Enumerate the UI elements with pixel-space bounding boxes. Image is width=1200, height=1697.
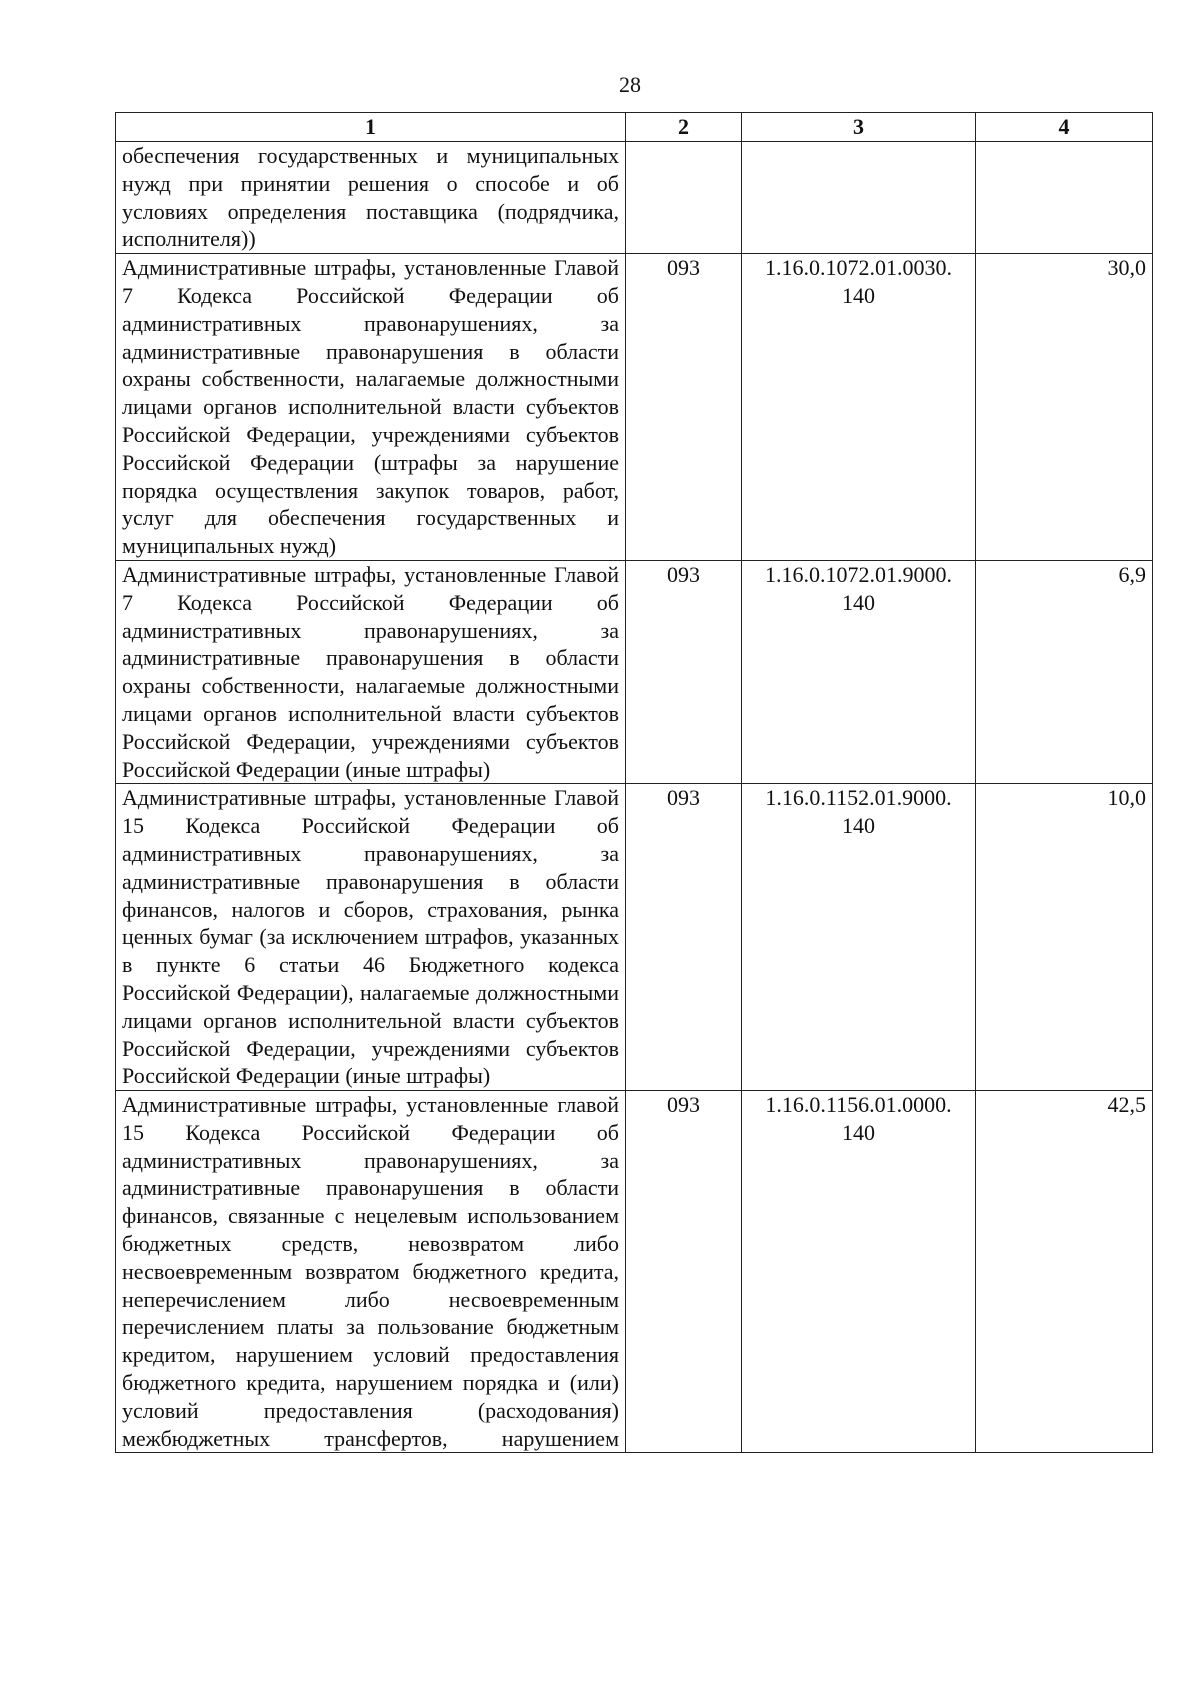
row-admin-code: 093 bbox=[626, 784, 742, 1091]
row-kbk-code bbox=[742, 142, 976, 254]
row-amount: 10,0 bbox=[976, 784, 1153, 1091]
row-description: Административные штрафы, установленные Главой 7 Кодекса Российской Федерации об административных правонарушениях, за административные правонарушения в области охраны собственности, налагаемые должностными лицами органов исполнительной власти субъектов Российской Федерации, учреждениями субъектов Российской Федерации (иные штрафы) bbox=[116, 560, 626, 783]
table-row bbox=[116, 560, 1153, 783]
row-description: обеспечения государственных и муниципальных нужд при принятии решения о способе и об условиях определения поставщика (подрядчика, исполнителя)) bbox=[116, 142, 626, 254]
row-kbk-code: 1.16.0.1156.01.0000. 140 bbox=[742, 1091, 976, 1453]
row-kbk-code: 1.16.0.1072.01.9000. 140 bbox=[742, 560, 976, 783]
table-header-row bbox=[116, 113, 1153, 142]
page-number: 28 bbox=[619, 72, 641, 97]
row-admin-code: 093 bbox=[626, 560, 742, 783]
row-amount bbox=[976, 142, 1153, 254]
row-amount: 6,9 bbox=[976, 560, 1153, 783]
row-admin-code: 093 bbox=[626, 254, 742, 561]
column-header-1: 1 bbox=[116, 113, 626, 142]
row-admin-code bbox=[626, 142, 742, 254]
revenue-table bbox=[115, 112, 1153, 1453]
column-header-2: 2 bbox=[626, 113, 742, 142]
row-description: Административные штрафы, установленные Главой 15 Кодекса Российской Федерации об административных правонарушениях, за административные правонарушения в области финансов, налогов и сборов, страхования, рынка ценных бумаг (за исключением штрафов, указанных в пункте 6 статьи 46 Бюджетного кодекса Российской Федерации), налагаемые должностными лицами органов исполнительной власти субъектов Российской Федерации, учреждениями субъектов Российской Федерации (иные штрафы) bbox=[116, 784, 626, 1091]
table-row bbox=[116, 784, 1153, 1091]
table-row bbox=[116, 1091, 1153, 1453]
table-row bbox=[116, 142, 1153, 254]
table-row bbox=[116, 254, 1153, 561]
row-description: Административные штрафы, установленные главой 15 Кодекса Российской Федерации об административных правонарушениях, за административные правонарушения в области финансов, связанные с нецелевым использованием бюджетных средств, невозвратом либо несвоевременным возвратом бюджетного кредита, неперечислением либо несвоевременным перечислением платы за пользование бюджетным кредитом, нарушением условий предоставления бюджетного кредита, нарушением порядка и (или) условий предоставления (расходования) межбюджетных трансфертов, нарушением bbox=[116, 1091, 626, 1453]
row-kbk-code: 1.16.0.1152.01.9000. 140 bbox=[742, 784, 976, 1091]
row-amount: 42,5 bbox=[976, 1091, 1153, 1453]
row-description: Административные штрафы, установленные Главой 7 Кодекса Российской Федерации об административных правонарушениях, за административные правонарушения в области охраны собственности, налагаемые должностными лицами органов исполнительной власти субъектов Российской Федерации, учреждениями субъектов Российской Федерации (штрафы за нарушение порядка осуществления закупок товаров, работ, услуг для обеспечения государственных и муниципальных нужд) bbox=[116, 254, 626, 561]
row-admin-code: 093 bbox=[626, 1091, 742, 1453]
column-header-4: 4 bbox=[976, 113, 1153, 142]
column-header-3: 3 bbox=[742, 113, 976, 142]
row-amount: 30,0 bbox=[976, 254, 1153, 561]
row-kbk-code: 1.16.0.1072.01.0030. 140 bbox=[742, 254, 976, 561]
